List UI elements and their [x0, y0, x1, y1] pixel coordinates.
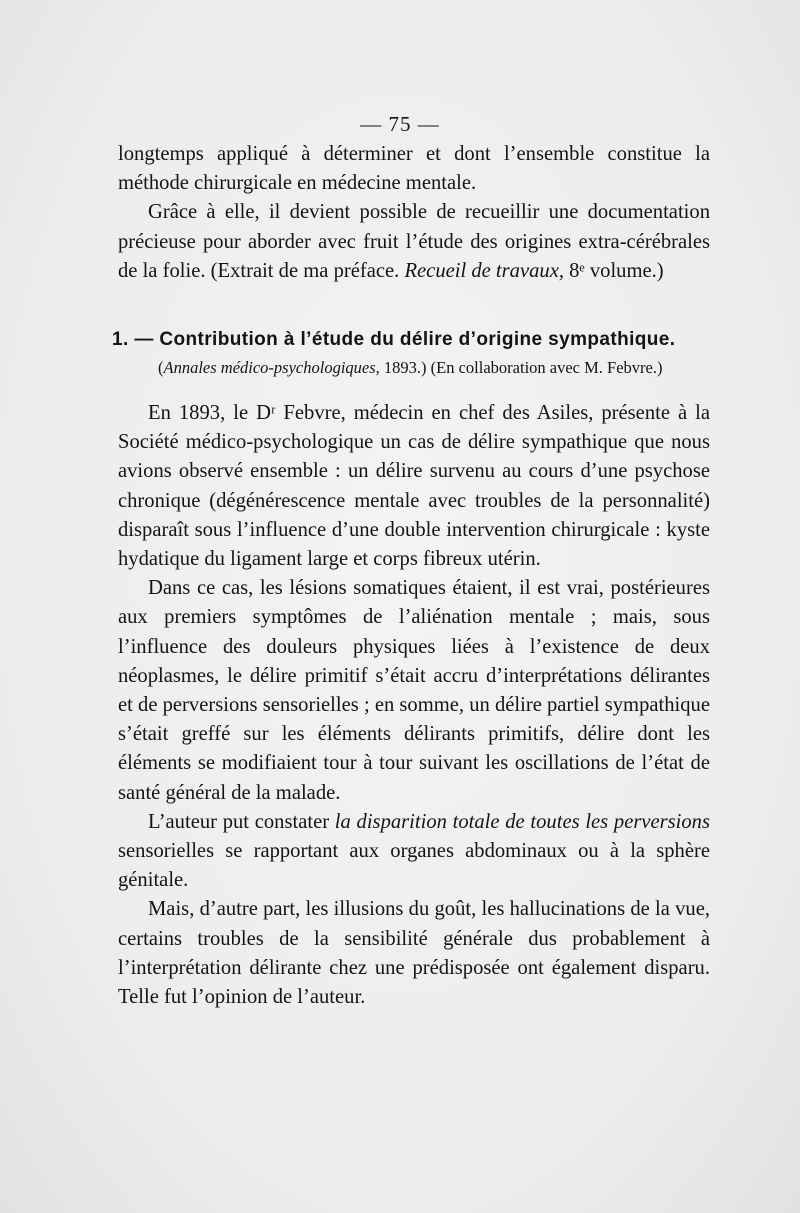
body-paragraph-3-text: L’auteur put constater — [148, 810, 335, 833]
body-paragraph-3-italic: la disparition totale de toutes les perversions — [334, 810, 710, 833]
body-paragraph-3-end: sensorielles se rapportant aux organes abdominaux ou à la sphère génitale. — [118, 840, 710, 892]
body-paragraph-1: En 1893, le Dʳ Febvre, médecin en chef des Asiles, présente à la Société médico-psychologique un cas de délire sympathique que nous avions observé ensemble : un délire survenu au cours d’une psychose chronique (dégénérescence mentale avec troubles de la personnalité) disparaît sous l’influence d’une double intervention chirurgicale : kyste hydatique du ligament large et corps fibreux utérin. — [118, 402, 710, 571]
page-number: — 75 — — [360, 112, 440, 136]
body-block — [118, 399, 710, 1012]
body-paragraph-2: Dans ce cas, les lésions somatiques étaient, il est vrai, postérieures aux premiers symptômes de l’aliénation mentale ; mais, sous l’influence des douleurs physiques liées à l’existence de deux néoplasmes, le délire primitif s’était accru d’interprétations délirantes et de perversions sensorielles ; en somme, un délire partiel sympathique s’était greffé sur les éléments délirants primitifs, délire dont les éléments se modifiaient tour à tour suivant les oscillations de l’état de santé général de la malade. — [118, 577, 710, 804]
intro-paragraph-2-text: Grâce à elle, il devient possible de recueillir une documentation précieuse pour aborder avec fruit l’étude des origines extra-cérébrales de la folie. (Extrait de ma préface. — [118, 201, 710, 282]
section-reference — [158, 358, 662, 378]
intro-paragraph-2-italic: Recueil de travaux, — [404, 259, 564, 282]
intro-paragraph-2-end: 8ᵉ volume.) — [563, 259, 664, 282]
reference-rest: 1893.) (En collaboration avec M. Febvre.) — [379, 358, 663, 377]
body-paragraph-4: Mais, d’autre part, les illusions du goût, les hallucinations de la vue, certains troubles de la sensibilité générale dus probablement à l’interprétation délirante chez une prédisposée ont également disparu. Telle fut l’opinion de l’auteur. — [118, 898, 710, 1009]
body-paragraph-3 — [118, 808, 710, 896]
section-heading: 1. — Contribution à l’étude du délire d’origine sympathique. — [112, 329, 676, 350]
reference-journal: Annales médico-psychologiques, — [163, 358, 380, 377]
intro-block — [118, 140, 710, 286]
reference-open: ( — [158, 358, 164, 377]
intro-paragraph-1: longtemps appliqué à déterminer et dont l’ensemble constitue la méthode chirurgicale en médecine mentale. — [118, 143, 710, 195]
intro-paragraph-2 — [118, 198, 710, 286]
